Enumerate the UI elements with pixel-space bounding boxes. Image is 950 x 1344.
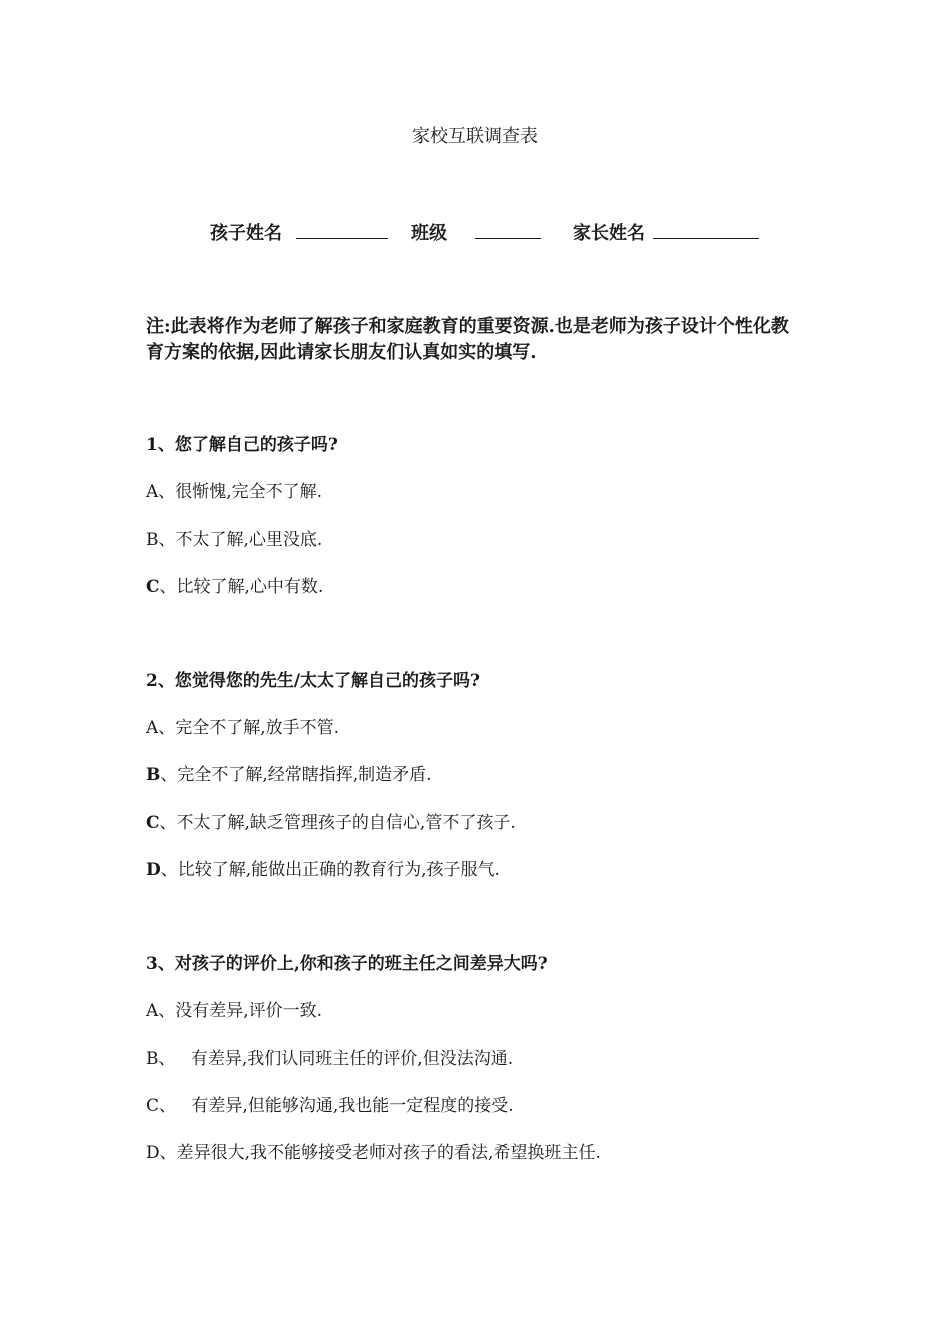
option-3d[interactable] — [146, 1141, 601, 1165]
option-text: 不太了解,心里没底. — [175, 530, 323, 550]
option-sep: 、 — [158, 530, 176, 550]
option-text: 完全不了解,放手不管. — [175, 718, 340, 738]
class-label: 班级 — [411, 223, 447, 244]
option-text: 比较了解,能做出正确的教育行为,孩子服气. — [177, 860, 500, 880]
option-2c[interactable] — [146, 811, 516, 835]
parent-name-field — [573, 218, 759, 248]
option-text: 有差异,我们认同班主任的评价,但没法沟通. — [190, 1049, 514, 1069]
child-name-field — [210, 218, 388, 248]
option-3b[interactable] — [146, 1047, 513, 1071]
option-text: 不太了解,缺乏管理孩子的自信心,管不了孩子. — [176, 813, 516, 833]
option-text: 完全不了解,经常瞎指挥,制造矛盾. — [177, 765, 432, 785]
option-1c[interactable] — [146, 575, 323, 599]
option-letter: C — [146, 1096, 160, 1116]
class-field — [411, 218, 541, 248]
option-letter: C — [146, 577, 160, 597]
option-2a[interactable] — [146, 716, 339, 740]
child-name-blank[interactable] — [296, 218, 388, 239]
option-text: 差异很大,我不能够接受老师对孩子的看法,希望换班主任. — [176, 1143, 601, 1163]
option-text: 比较了解,心中有数. — [176, 577, 324, 597]
option-sep: 、 — [160, 765, 178, 785]
info-row — [0, 218, 950, 246]
option-sep: 、 — [159, 1143, 177, 1163]
option-letter: A — [146, 1001, 159, 1021]
option-letter: B — [146, 530, 159, 550]
note-paragraph: 注:此表将作为老师了解孩子和家庭教育的重要资源.也是老师为孩子设计个性化教育方案的依据,因此请家长朋友们认真如实的填写. — [146, 316, 789, 363]
option-letter: B — [146, 765, 161, 785]
option-text: 有差异,但能够沟通,我也能一定程度的接受. — [191, 1096, 514, 1116]
option-2d[interactable] — [146, 858, 500, 882]
class-blank[interactable] — [475, 218, 541, 239]
option-sep: 、 — [159, 813, 177, 833]
option-letter: D — [146, 860, 161, 880]
option-letter: A — [146, 718, 159, 738]
option-sep: 、 — [160, 860, 178, 880]
option-letter: B — [146, 1049, 159, 1069]
option-text: 很惭愧,完全不了解. — [175, 482, 323, 502]
option-3a[interactable] — [146, 999, 322, 1023]
question-3: 3、对孩子的评价上,你和孩子的班主任之间差异大吗? — [146, 954, 548, 974]
child-name-label: 孩子姓名 — [210, 223, 282, 244]
option-sep: 、 — [158, 1001, 176, 1021]
option-sep: 、 — [158, 482, 176, 502]
option-3c[interactable] — [146, 1094, 514, 1118]
option-sep: 、 — [158, 718, 176, 738]
option-sep: 、 — [158, 1049, 181, 1069]
question-2: 2、您觉得您的先生/太太了解自己的孩子吗? — [146, 671, 480, 691]
question-1: 1、您了解自己的孩子吗? — [146, 435, 338, 455]
option-1b[interactable] — [146, 528, 322, 552]
parent-name-label: 家长姓名 — [573, 223, 645, 244]
option-sep: 、 — [159, 577, 177, 597]
option-2b[interactable] — [146, 763, 432, 787]
option-text: 没有差异,评价一致. — [175, 1001, 323, 1021]
parent-name-blank[interactable] — [653, 218, 759, 239]
option-sep: 、 — [159, 1096, 182, 1116]
option-letter: D — [146, 1143, 160, 1163]
option-letter: A — [146, 482, 159, 502]
option-letter: C — [146, 813, 160, 833]
page-title: 家校互联调查表 — [412, 126, 538, 147]
option-1a[interactable] — [146, 480, 322, 504]
